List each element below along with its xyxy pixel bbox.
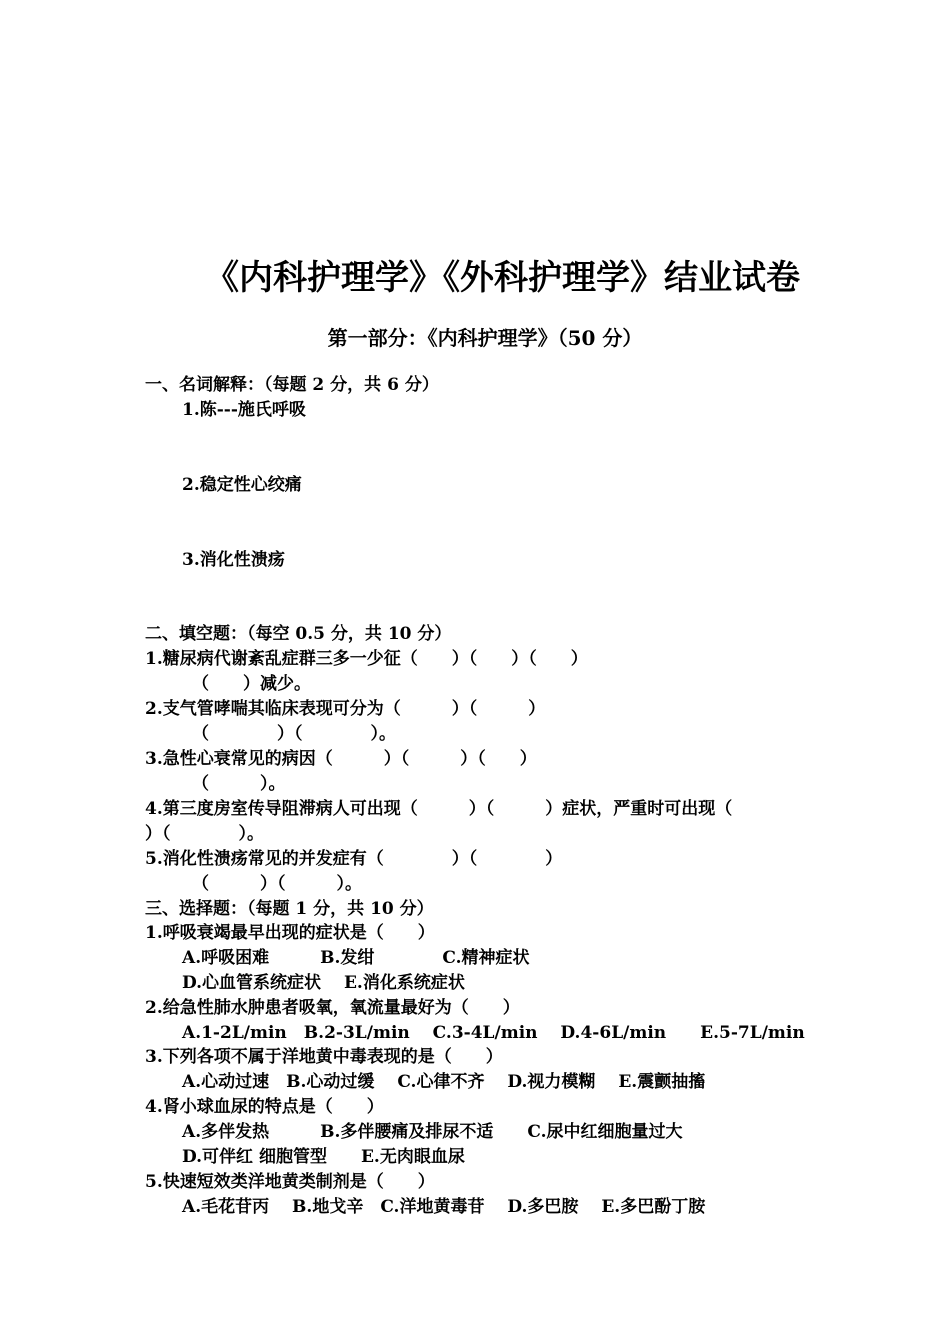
choice-q1-options-2: D.心血管系统症状 E.消化系统症状: [182, 973, 465, 993]
term-1: 1.陈---施氏呼吸: [182, 400, 306, 420]
choice-q1: 1.呼吸衰竭最早出现的症状是（ ）: [145, 923, 435, 943]
fill-q1-line2: （ ）减少。: [192, 674, 311, 694]
choice-q2-options: A.1-2L/min B.2-3L/min C.3-4L/min D.4-6L/min E.5-7L/min: [182, 1023, 805, 1043]
choice-q2: 2.给急性肺水肿患者吸氧，氧流量最好为（ ）: [145, 998, 520, 1018]
choice-q4-options-1: A.多伴发热 B.多伴腰痛及排尿不适 C.尿中红细胞量过大: [182, 1122, 683, 1142]
part-one-heading: 第一部分：《内科护理学》（50 分）: [327, 326, 643, 350]
section-3-heading: 三、选择题：（每题 1 分，共 10 分）: [145, 899, 434, 919]
exam-title: 《内科护理学》《外科护理学》结业试卷: [205, 258, 800, 298]
fill-q2-line1: 2.支气管哮喘其临床表现可分为（ ）（ ）: [145, 699, 546, 719]
fill-q1-line1: 1.糖尿病代谢紊乱症群三多一少征（ ）（ ）（ ）: [145, 649, 588, 669]
fill-q4-line1: 4.第三度房室传导阻滞病人可出现（ ）（ ）症状，严重时可出现（: [145, 799, 733, 819]
fill-q2-line2: （ ）（ ）。: [192, 724, 396, 744]
choice-q3-options: A.心动过速 B.心动过缓 C.心律不齐 D.视力模糊 E.震颤抽搐: [182, 1072, 706, 1092]
term-2: 2.稳定性心绞痛: [182, 475, 302, 495]
term-3: 3.消化性溃疡: [182, 550, 285, 570]
fill-q4-line2: ）（ ）。: [145, 824, 264, 844]
choice-q4: 4.肾小球血尿的特点是（ ）: [145, 1097, 384, 1117]
section-1-heading: 一、名词解释：（每题 2 分，共 6 分）: [145, 375, 439, 395]
fill-q5-line1: 5.消化性溃疡常见的并发症有（ ）（ ）: [145, 849, 563, 869]
fill-q3-line2: （ ）。: [192, 774, 286, 794]
choice-q3: 3.下列各项不属于洋地黄中毒表现的是（ ）: [145, 1047, 503, 1067]
choice-q4-options-2: D.可伴红 细胞管型 E.无肉眼血尿: [182, 1147, 465, 1167]
choice-q1-options-1: A.呼吸困难 B.发绀 C.精神症状: [182, 948, 530, 968]
fill-q3-line1: 3.急性心衰常见的病因（ ）（ ）（ ）: [145, 749, 537, 769]
choice-q5: 5.快速短效类洋地黄类制剂是（ ）: [145, 1172, 435, 1192]
section-2-heading: 二、填空题：（每空 0.5 分，共 10 分）: [145, 624, 452, 644]
fill-q5-line2: （ ）（ ）。: [192, 874, 362, 894]
choice-q5-options: A.毛花苷丙 B.地戈辛 C.洋地黄毒苷 D.多巴胺 E.多巴酚丁胺: [182, 1197, 706, 1217]
